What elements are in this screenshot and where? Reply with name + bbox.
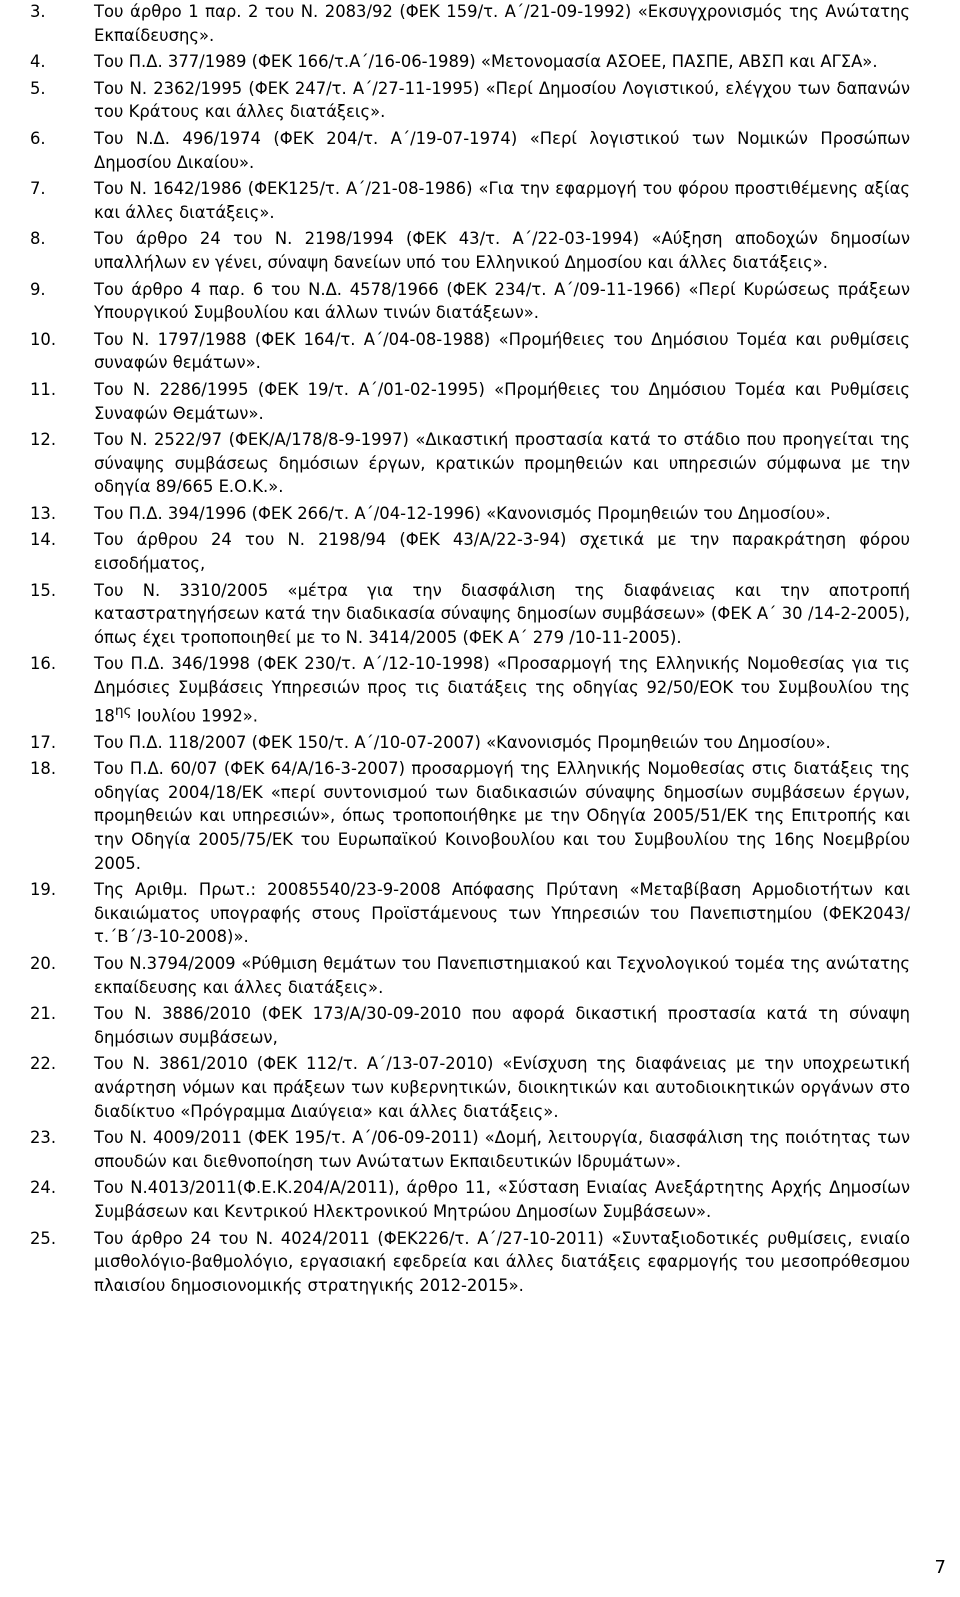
list-item [30,428,910,502]
item-text: Του Ν. 3310/2005 «μέτρα για την διασφάλιση της διαφάνειας και την αποτροπή καταστρατηγήσεων κατά την διαδικασία σύναψης δημοσίων συμβάσεων» (ΦΕΚ Α΄ 30 /14-2-2005), όπως έχει τροποποιηθεί με το Ν. 3414/2005 (ΦΕΚ Α΄ 279 /10-11-2005). [94,580,910,647]
item-text: Του Ν. 3886/2010 (ΦΕΚ 173/Α/30-09-2010 που αφορά δικαστική προστασία κατά τη σύναψη δημόσιων συμβάσεων, [94,1004,910,1047]
list-item [30,502,910,529]
item-text: Του άρθρο 24 του Ν. 2198/1994 (ΦΕΚ 43/τ. Α΄/22-03-1994) «Αύξηση αποδοχών δημοσίων υπαλλήλων εν γένει, σύναψη δανείων υπό του Ελληνικού Δημοσίου και άλλες διατάξεις». [94,229,910,272]
item-number: 7. [30,179,46,199]
item-text: Του άρθρο 24 του Ν. 4024/2011 (ΦΕΚ226/τ. Α΄/27-10-2011) «Συνταξιοδοτικές ρυθμίσεις, ενιαίο μισθολόγιο-βαθμολόγιο, εργασιακή εφεδρεία και άλλες διατάξεις εφαρμογής του μεσοπρόθεσμου πλαισίου δημοσιονομικής στρατηγικής 2012-2015». [94,1228,910,1295]
item-number: 3. [30,2,46,21]
list-item [30,177,910,227]
list-item [30,528,910,578]
list-item [30,1002,910,1052]
item-text-main: Του Π.Δ. 346/1998 (ΦΕΚ 230/τ. Α΄/12-10-1998) «Προσαρμογή της Ελληνικής Νομοθεσίας για τις Δημόσιες Συμβάσεις Υπηρεσιών προς τις διατάξεις της οδηγίας 92/50/ΕΟΚ του Συμβουλίου της 18 [94,654,910,726]
list-item [30,652,910,730]
item-text: Του άρθρου 24 του Ν. 2198/94 (ΦΕΚ 43/Α/22-3-94) σχετικά με την παρακράτηση φόρου εισοδήματος, [94,530,910,574]
item-text: Του Ν.Δ. 496/1974 (ΦΕΚ 204/τ. Α΄/19-07-1974) «Περί λογιστικού των Νομικών Προσώπων Δημοσίου Δικαίου». [94,128,910,172]
item-number: 21. [30,1004,57,1024]
item-text: Του Ν.4013/2011(Φ.Ε.Κ.204/Α/2011), άρθρο 11, «Σύσταση Ενιαίας Ανεξάρτητης Αρχής Δημοσίων Συμβάσεων και Κεντρικού Ηλεκτρονικού Μητρώου Δημοσίων Συμβάσεων». [94,1178,910,1221]
item-number: 14. [30,530,57,550]
item-text: Του Ν. 1797/1988 (ΦΕΚ 164/τ. Α΄/04-08-1988) «Προμήθειες του Δημόσιου Τομέα και ρυθμίσεις συναφών θεμάτων». [94,329,910,373]
list-item [30,757,910,878]
item-text: Του άρθρο 1 παρ. 2 του Ν. 2083/92 (ΦΕΚ 159/τ. Α΄/21-09-1992) «Εκσυγχρονισμός της Ανώτατης Εκπαίδευσης». [94,2,910,45]
legal-references-list [30,0,910,1300]
list-item [30,50,910,77]
item-number: 5. [30,78,46,98]
item-number: 16. [30,654,57,674]
item-text: Του Ν. 1642/1986 (ΦΕΚ125/τ. Α΄/21-08-1986) «Για την εφαρμογή του φόρου προστιθέμενης αξίας και άλλες διατάξεις». [94,179,910,222]
item-text: Του Ν. 4009/2011 (ΦΕΚ 195/τ. Α΄/06-09-2011) «Δομή, λειτουργία, διασφάλιση της ποιότητας των σπουδών και διεθνοποίηση των Ανώτατων Εκπαιδευτικών Ιδρυμάτων». [94,1128,910,1171]
item-text [94,652,910,727]
list-item [30,1126,910,1176]
page-number: 7 [934,1557,946,1578]
item-text: Της Αριθμ. Πρωτ.: 20085540/23-9-2008 Απόφασης Πρύτανη «Μεταβίβαση Αρμοδιοτήτων και δικαιώματος υπογραφής στους Προϊστάμενους των Υπηρεσιών του Πανεπιστημίου (ΦΕΚ2043/τ.΄Β΄/3-10-2008)». [94,880,910,947]
item-text: Του Ν. 3861/2010 (ΦΕΚ 112/τ. Α΄/13-07-2010) «Ενίσχυση της διαφάνειας με την υποχρεωτική ανάρτηση νόμων και πράξεων των κυβερνητικών, διοικητικών και αυτοδιοικητικών οργάνων στο διαδίκτυο «Πρόγραμμα Διαύγεια» και άλλες διατάξεις». [94,1054,910,1121]
list-item [30,1052,910,1126]
item-number: 23. [30,1128,57,1148]
list-item [30,328,910,378]
item-number: 11. [30,379,57,399]
item-number: 24. [30,1178,57,1198]
item-text-tail: Ιουλίου 1992». [131,706,259,726]
item-number: 25. [30,1228,57,1248]
item-number: 15. [30,580,57,600]
item-number: 12. [30,430,57,450]
list-item [30,127,910,177]
list-item [30,952,910,1002]
list-item [30,579,910,653]
list-item [30,77,910,127]
list-item [30,1227,910,1301]
item-text: Του Ν.3794/2009 «Ρύθμιση θεμάτων του Πανεπιστημιακού και Τεχνολογικού τομέα της ανώτατης εκπαίδευσης και άλλες διατάξεις». [94,954,910,997]
list-item [30,1176,910,1226]
item-text: Του Π.Δ. 118/2007 (ΦΕΚ 150/τ. Α΄/10-07-2007) «Κανονισμός Προμηθειών του Δημοσίου». [94,732,831,752]
item-text: Του Ν. 2286/1995 (ΦΕΚ 19/τ. Α΄/01-02-1995) «Προμήθειες του Δημόσιου Τομέα και Ρυθμίσεις Συναφών Θεμάτων». [94,379,910,423]
list-item [30,878,910,952]
item-number: 13. [30,503,57,523]
item-number: 20. [30,954,57,974]
list-item [30,278,910,328]
list-item [30,227,910,277]
item-number: 17. [30,732,57,752]
item-number: 18. [30,759,57,779]
item-text: Του Π.Δ. 377/1989 (ΦΕΚ 166/τ.Α΄/16-06-1989) «Μετονομασία ΑΣΟΕΕ, ΠΑΣΠΕ, ΑΒΣΠ και ΑΓΣΑ». [94,52,878,72]
item-number: 22. [30,1054,57,1074]
item-number: 8. [30,229,46,249]
list-item [30,378,910,428]
list-item [30,0,910,50]
item-number: 19. [30,880,57,900]
item-text: Του Π.Δ. 394/1996 (ΦΕΚ 266/τ. Α΄/04-12-1996) «Κανονισμός Προμηθειών του Δημοσίου». [94,503,831,523]
item-text: Του Π.Δ. 60/07 (ΦΕΚ 64/Α/16-3-2007) προσαρμογή της Ελληνικής Νομοθεσίας στις διατάξεις της οδηγίας 2004/18/ΕΚ «περί συντονισμού των διαδικασιών σύναψης δημοσίων συμβάσεων έργων, προμηθειών και υπηρεσιών», όπως τροποποιήθηκε με την Οδηγία 2005/51/ΕΚ της Επιτροπής και την Οδηγία 2005/75/ΕΚ του Ευρωπαϊκού Κοινοβουλίου και του Συμβουλίου της 16ης Νοεμβρίου 2005. [94,759,910,873]
item-number: 10. [30,329,57,349]
item-number: 6. [30,128,46,148]
item-text: Του Ν. 2522/97 (ΦΕΚ/Α/178/8-9-1997) «Δικαστική προστασία κατά το στάδιο που προηγείται της σύναψης συμβάσεως δημόσιων έργων, κρατικών προμηθειών και υπηρεσιών σύμφωνα με την οδηγία 89/665 Ε.Ο.Κ.». [94,430,910,497]
item-number: 4. [30,52,46,72]
item-text: Του Ν. 2362/1995 (ΦΕΚ 247/τ. Α΄/27-11-1995) «Περί Δημοσίου Λογιστικού, ελέγχου των δαπανών του Κράτους και άλλες διατάξεις». [94,78,910,122]
list-item [30,731,910,758]
item-number: 9. [30,279,46,299]
ordinal-superscript: ης [114,702,132,719]
item-text: Του άρθρο 4 παρ. 6 του Ν.Δ. 4578/1966 (ΦΕΚ 234/τ. Α΄/09-11-1966) «Περί Κυρώσεως πράξεων Υπουργικού Συμβουλίου και άλλων τινών διατάξεων». [94,279,910,323]
